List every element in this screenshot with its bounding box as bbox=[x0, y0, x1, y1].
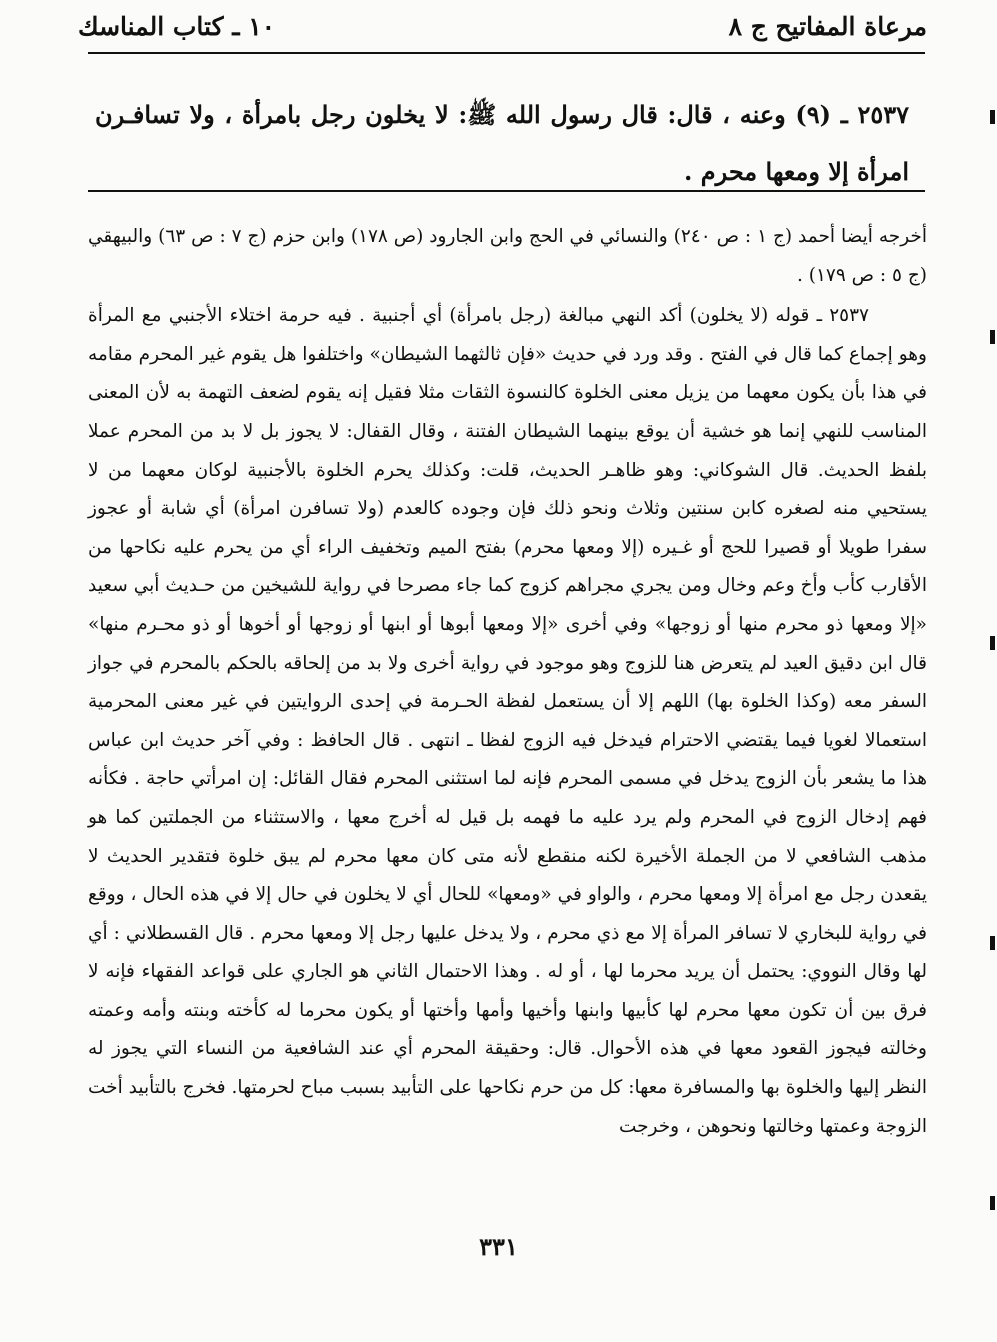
header-book-title: مرعاة المفاتيح ج ٨ bbox=[728, 11, 927, 41]
margin-mark bbox=[990, 936, 995, 950]
running-header bbox=[78, 8, 927, 44]
page-number: ٣٣١ bbox=[479, 1232, 518, 1261]
commentary-main: ٢٥٣٧ ـ قوله (لا يخلون) أكد النهي مبالغة (رجل بامرأة) أي أجنبية . فيه حرمة اختلاء الأجنبي مع المرأة وهو إجماع كما قال في الفتح . وقد ورد في حديث «فإن ثالثهما الشيطان» واختلفوا هل يقوم غير المحرم مقامه في هذا بأن يكون معهما من يزيل معنى الخلوة كالنسوة الثقات مثلا فقيل إنه يقوم لضعف التهمة به لأن المعنى المناسب للنهي إنما هو خشية أن يوقع بينهما الشيطان الفتنة ، وقال القفال: لا يجوز بل لا بد من المحرم عملا بلفظ الحديث. قال الشوكاني: وهو ظاهـر الحديث، قلت: وكذلك يحرم الخلوة بالأجنبية لوكان معهما من لا يستحيي منه لصغره كابن سنتين وثلاث ونحو ذلك فإن وجوده كالعدم (ولا تسافرن امرأة) أي شابة أو عجوز سفرا طويلا أو قصيرا للحج أو غـيره (إلا ومعها محرم) بفتح الميم وتخفيف الراء أي من يحرم عليه نكاحها من الأقارب كأب وأخ وعم وخال ومن يجري مجراهم كزوج كما جاء مصرحا في رواية للشيخين من حـديث أبي سعيد «إلا ومعها ذو محرم منها أو زوجها» وفي أخرى «إلا ومعها أبوها أو ابنها أو زوجها أو أخوها أو ذو محـرم منها» قال ابن دقيق العيد لم يتعرض هنا للزوج وهو موجود في رواية أخرى ولا بد من إلحاقه بالحكم بالمحرم في جواز السفر معه (وكذا الخلوة بها) اللهم إلا أن يستعمل لفظة الحـرمة في إحدى الروايتين في غير معنى المحرمية استعمالا لغويا فيما يقتضي الاحترام فيدخل فيه الزوج لفظا ـ انتهى . قال الحافظ : وفي آخر حديث ابن عباس هذا ما يشعر بأن الزوج يدخل في مسمى المحرم فإنه لما استثنى المحرم فقال القائل: إن امرأتي حاجة . فكأنه فهم إدخال الزوج في المحرم ولم يرد عليه ما فهمه بل قيل له أخرج معها ، والاستثناء من الجملتين كما هو مذهب الشافعي لا من الجملة الأخيرة لكنه منقطع لأنه متى كان معها محرم لم يبق خلوة فتقدير الحديث لا يقعدن رجل مع امرأة إلا ومعها محرم ، والواو في «ومعها» للحال أي لا يخلون في حال إلا في هذه الحال ، ووقع في رواية للبخاري لا تسافر المرأة إلا مع ذي محرم ، ولا يدخل عليها رجل إلا ومعها محرم . قال القسطلاني : أي لها وقال النووي: يحتمل أن يريد محرما لها ، أو له . وهذا الاحتمال الثاني هو الجاري على قواعد الفقهاء فإنه لا فرق بين أن تكون معها محرم لها كأبيها وابنها وأخيها وأمها وأختها أو يكون محرما له كأخته وبنته وأمه وعمته وخالته فيجوز القعود معها في هذه الأحوال. قال: وحقيقة المحرم أي عند الشافعية من النساء التي يجوز له النظر إليها والخلوة بها والمسافرة معها: كل من حرم نكاحها على التأبيد بسبب مباح لحرمتها. فخرج بالتأبيد أخت الزوجة وعمتها وخالتها ونحوهن ، وخرجت bbox=[88, 305, 927, 1137]
hadith-rule bbox=[88, 190, 925, 192]
margin-mark bbox=[990, 330, 995, 344]
header-chapter-title: ١٠ ـ كتاب المناسك bbox=[78, 11, 276, 41]
commentary-source: أخرجه أيضا أحمد (ج ١ : ص ٢٤٠) والنسائي في الحج وابن الجارود (ص ١٧٨) وابن حزم (ج ٧ : ص ٦٣) والبيهقي (ج ٥ : ص ١٧٩) . bbox=[88, 226, 927, 286]
header-rule bbox=[88, 52, 925, 54]
commentary bbox=[88, 218, 927, 1146]
hadith-text: ٢٥٣٧ ـ (٩) وعنه ، قال: قال رسول الله ﷺ: لا يخلون رجل بامرأة ، ولا تسافـرن امرأة إلا ومعها محرم . bbox=[95, 100, 909, 186]
margin-mark bbox=[990, 110, 995, 124]
margin-mark bbox=[990, 1196, 995, 1210]
margin-mark bbox=[990, 636, 995, 650]
